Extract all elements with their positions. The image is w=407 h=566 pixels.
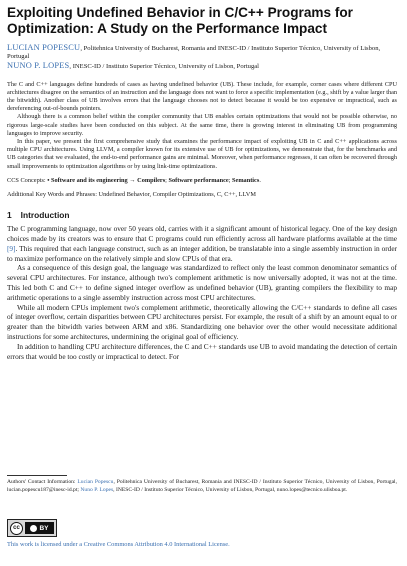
ccs-label: CCS Concepts: xyxy=(7,176,48,184)
author-1 xyxy=(7,44,397,62)
section-heading xyxy=(7,210,397,220)
author-link[interactable]: Lucian Popescu xyxy=(77,479,114,485)
body-paragraph xyxy=(7,224,397,263)
section-number: 1 xyxy=(7,210,12,221)
by-label: BY xyxy=(39,524,49,532)
person-icon xyxy=(30,525,37,532)
footnote-text: Authors' Contact Information: xyxy=(7,479,78,485)
abstract-paragraph: The C and C++ languages define hundreds of cases as having undefined behavior (UB). These include, for example, corner cases where different CPU architectures disagree on the semantics of an instruction and the language does not want to force a specific implementation (e.g., shift by a value larger than the bitwidth). Another class of UB involves errors that the language chooses not to detect because it would be too expensive or impractical, such as dereferencing out-of-bounds pointers. xyxy=(7,80,397,113)
body-text: . This required that each language construct, such as an integer addition, be translatable into a single assembly instruction in order to maximize performance on the relatively simple and slow CPUs of that era. xyxy=(7,243,397,263)
cc-by-badge[interactable] xyxy=(7,519,57,537)
ccs-arrow: → xyxy=(127,176,138,184)
ccs-concepts xyxy=(7,177,397,185)
footnote-divider xyxy=(7,475,67,476)
license-link[interactable]: This work is licensed under a Creative Commons Attribution 4.0 International License. xyxy=(7,541,230,548)
author-2-name[interactable]: NUNO P. LOPES xyxy=(7,61,70,70)
body-text: The C programming language, now over 50 years old, carries with it a significant amount of historical legacy. One of the key design choices made by its creators was to ensure that C programs could run efficiently across all hardware platforms available at the time xyxy=(7,224,397,244)
abstract-paragraph: Although there is a common belief within the compiler community that UB enables certain optimizations that would not be possible otherwise, no rigorous large-scale studies have been conducted on this subject. At the same time, there is growing interest in eliminating UB from programming languages to improve security. xyxy=(7,113,397,137)
ccs-item: Compilers xyxy=(137,176,166,184)
author-2-affiliation: , INESC-ID / Instituto Superior Técnico, University of Lisbon, Portugal xyxy=(69,63,260,70)
keywords: Additional Key Words and Phrases: Undefined Behavior, Compiler Optimizations, C, C++, LLVM xyxy=(7,191,256,199)
footnote-text: , INESC-ID / Instituto Superior Técnico, University of Lisbon, Portugal, nuno.lopes@tecnico.ulisboa.pt. xyxy=(113,486,348,493)
footnote-text: , Politehnica University of Bucharest, Romania and INESC-ID / Instituto Superior Técnico, University of Lisbon, Portugal, lucian.popescu187@inesc-id.pt; xyxy=(7,479,398,493)
author-1-affiliation: , Politehnica University of Bucharest, Romania and INESC-ID / Instituto Superior Técnico, University of Lisbon, Portugal xyxy=(7,44,381,61)
body-paragraph: While all modern CPUs implement two's complement arithmetic, theoretically allowing the C/C++ standards to define all cases of integer overflow, certain disparities between CPU architectures persist. For example, the result of a shift by an amount equal to or greater than the bitwidth varies between ARM and x86. Standardizing one behavior over the other would necessitate additional instructions for some architectures, undermining the original goal of efficiency. xyxy=(7,302,397,341)
section-title: Introduction xyxy=(20,210,70,221)
ccs-separator: ; xyxy=(228,176,233,184)
author-block xyxy=(7,44,397,72)
cc-icon: cc xyxy=(10,522,23,535)
ccs-item: • Software and its engineering xyxy=(47,176,128,184)
author-contact-footnote xyxy=(7,479,397,494)
author-2 xyxy=(7,62,397,72)
abstract xyxy=(7,81,397,171)
ccs-end: . xyxy=(259,176,261,184)
author-link[interactable]: Nuno P. Lopes xyxy=(80,486,114,493)
intro-body xyxy=(7,224,397,361)
ccs-separator: ; xyxy=(165,176,169,184)
body-paragraph: As a consequence of this design goal, the language was standardized to reflect only the least common denominator semantics of several CPU architectures. For instance, although two's complement arithmetic is now universally adopted, it was not at the time. This led both C and C++ to define signed integer overflow as undefined behavior (UB), granting compilers the flexibility to map arithmetic operations to a single assembly instruction across most CPU architectures. xyxy=(7,263,397,302)
citation-link[interactable]: [9] xyxy=(7,243,16,253)
ccs-item: Semantics xyxy=(232,176,260,184)
body-paragraph: In addition to handling CPU architecture differences, the C and C++ standards use UB to avoid mandating the detection of certain errors that would be too costly or impractical to detect. For xyxy=(7,341,397,361)
author-1-name[interactable]: LUCIAN POPESCU xyxy=(7,42,81,52)
ccs-item: Software performance xyxy=(168,176,229,184)
by-icon xyxy=(25,522,54,534)
paper-page xyxy=(7,5,397,361)
abstract-paragraph: In this paper, we present the first comprehensive study that examines the performance impact of exploiting UB in C and C++ applications across multiple CPU architectures. Using LLVM, a compiler known for its extensive use of UB for optimizations, we demonstrate that, for the benchmarks and UB categories that we evaluated, the end-to-end performance gains are minimal. Moreover, when performance regresses, it can often be recovered through small improvements to optimization algorithms or by using link-time optimizations. xyxy=(7,138,397,170)
paper-title: Exploiting Undefined Behavior in C/C++ Programs for Optimization: A Study on the Performance Impact xyxy=(7,5,353,37)
